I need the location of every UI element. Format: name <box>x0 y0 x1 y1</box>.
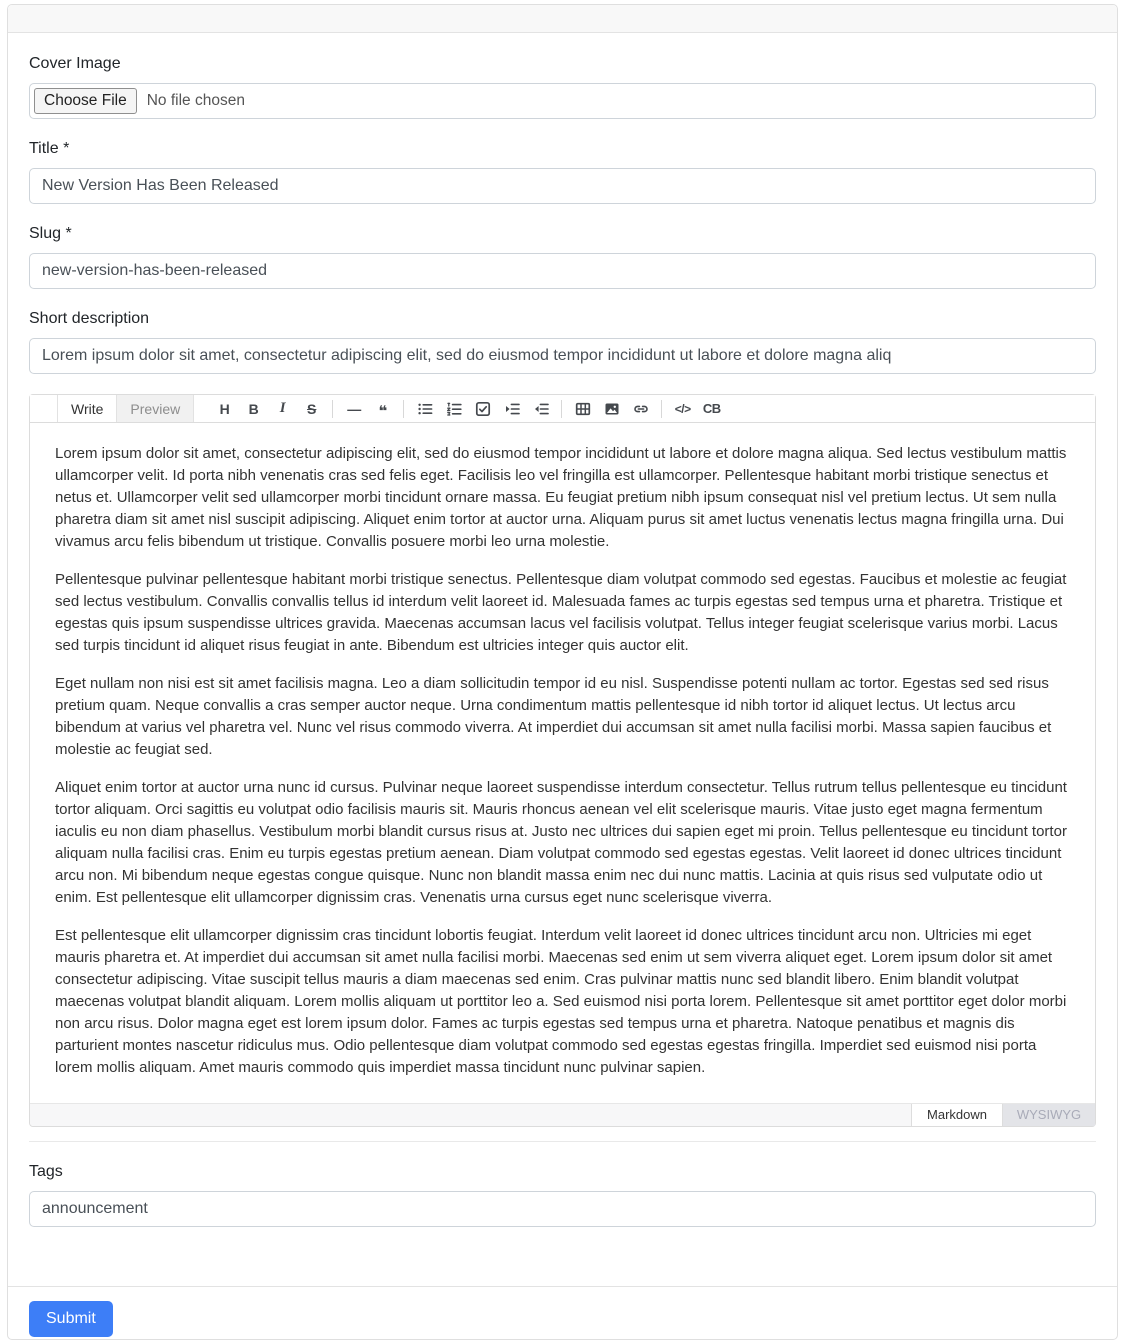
italic-icon[interactable]: I <box>279 400 286 416</box>
code-block-icon[interactable]: CB <box>702 401 721 416</box>
tags-input[interactable] <box>29 1191 1096 1227</box>
table-icon[interactable] <box>568 395 597 423</box>
short-description-label: Short description <box>29 310 150 327</box>
heading-icon[interactable]: H <box>219 400 230 417</box>
bold-icon[interactable]: B <box>248 400 259 417</box>
slug-group <box>29 224 1096 289</box>
title-group <box>29 139 1096 204</box>
tags-label: Tags <box>29 1163 63 1180</box>
link-icon[interactable] <box>626 395 655 423</box>
title-input[interactable] <box>29 168 1096 204</box>
inline-code-icon[interactable]: </> <box>674 401 691 416</box>
image-icon[interactable] <box>597 395 626 423</box>
tab-preview[interactable]: Preview <box>117 395 194 422</box>
tab-write[interactable]: Write <box>58 395 117 422</box>
editor-status-bar <box>30 1103 1095 1126</box>
markdown-editor <box>29 394 1096 1127</box>
horizontal-rule-icon[interactable]: — <box>347 400 361 417</box>
title-label: Title * <box>29 140 70 157</box>
editor-paragraph: Lorem ipsum dolor sit amet, consectetur adipiscing elit, sed do eiusmod tempor incididunt ut labore et dolore magna aliqua. Sed lectus vestibulum mattis ullamcorper velit. Id porta nibh venenatis cras sed felis eget. Facilisis leo vel fringilla est ullamcorper. Pellentesque habitant morbi tristique senectus et netus et. Ullamcorper velit sed ullamcorper morbi tincidunt ornare massa. Eu feugiat pretium nibh ipsum consequat nisl vel pretium lectus. Ut sem nulla pharetra diam sit amet nisl suscipit adipiscing. Aliquet enim tortor at auctor urna. Aliquam purus sit amet luctus venenatis lectus magna fringilla urna. Dui vivamus arcu felis bibendum ut tristique. Convallis posuere morbi leo urna molestie. <box>55 445 1067 550</box>
section-divider <box>29 1141 1096 1142</box>
slug-label: Slug * <box>29 225 72 242</box>
editor-toolbar <box>30 395 1095 423</box>
short-description-input[interactable] <box>29 338 1096 374</box>
outdent-icon[interactable] <box>526 395 555 423</box>
toolbar-separator <box>561 400 562 418</box>
cover-image-file-input[interactable] <box>29 83 1096 119</box>
strikethrough-icon[interactable]: S <box>307 400 317 417</box>
file-chosen-status: No file chosen <box>146 92 245 109</box>
editor-paragraph: Est pellentesque elit ullamcorper dignissim cras tincidunt lobortis feugiat. Interdum velit laoreet id donec ultrices tincidunt arcu non. Ultricies mi eget mauris pharetra et. At imperdiet dui accumsan sit amet nulla facilisi morbi. Maecenas sed enim ut sem viverra aliquet eget. Lorem ipsum dolor sit amet consectetur adipiscing. Vitae suscipit tellus mauris a diam maecenas sed enim. Cras pulvinar mattis nunc sed blandit libero. Enim blandit volutpat maecenas volutpat blandit aliquam. Lorem mollis aliquam ut porttitor leo a. Sed euismod nisi porta lorem. Pellentesque sit amet porttitor eget dolor morbi non arcu risus. Dolor magna eget est lorem ipsum dolor. Fames ac turpis egestas sed tempus urna et pharetra. Natoque penatibus et magnis dis parturient montes nascetur ridiculus mus. Odio pellentesque diam volutpat commodo sed egestas egestas fringilla. Imperdiet sed euismod nisi porta lorem mollis aliquam. Amet mauris commodo quis imperdiet massa tincidunt nunc pulvinar sapien. <box>55 927 1067 1076</box>
blockquote-icon[interactable]: ❝ <box>378 403 388 420</box>
task-list-icon[interactable] <box>468 395 497 423</box>
slug-input[interactable] <box>29 253 1096 289</box>
choose-file-button[interactable]: Choose File <box>34 88 137 114</box>
toolbar-spacer <box>30 395 58 422</box>
editor-paragraph: Eget nullam non nisi est sit amet facilisis magna. Leo a diam sollicitudin tempor id eu nisl. Suspendisse potenti nullam ac tortor. Egestas sed sed risus pretium quam. Neque convallis a cras semper auctor neque. Urna condimentum mattis pellentesque id nibh tortor id aliquet lectus. Ut lectus arcu bibendum at varius vel pharetra vel. Nunc vel risus commodo viverra. At imperdiet dui accumsan sit amet nulla facilisi morbi. Massa sapien faucibus et molestie ac feugiat sed. <box>55 675 1052 758</box>
ordered-list-icon[interactable] <box>439 395 468 423</box>
unordered-list-icon[interactable] <box>410 395 439 423</box>
indent-icon[interactable] <box>497 395 526 423</box>
body-bottom-padding <box>29 1247 1096 1265</box>
mode-tab-wysiwyg[interactable]: WYSIWYG <box>1003 1104 1095 1126</box>
mode-tab-markdown[interactable]: Markdown <box>911 1104 1003 1126</box>
tags-group <box>29 1162 1096 1227</box>
post-form-page <box>0 4 1125 1340</box>
toolbar-icons <box>210 395 726 422</box>
editor-paragraph: Aliquet enim tortor at auctor urna nunc id cursus. Pulvinar neque laoreet suspendisse interdum consectetur. Tellus rutrum tellus pellentesque eu tincidunt tortor aliquam. Orci sagittis eu volutpat odio facilisis mauris sit. Mauris rhoncus aenean vel elit scelerisque mauris. Vitae justo eget magna fermentum iaculis eu non diam phasellus. Vestibulum morbi blandit cursus risus at. Justo nec ultrices dui sapien eget mi proin. Tellus pellentesque eu tincidunt tortor aliquam nulla facilisi cras. Enim eu turpis egestas pretium aenean. Diam volutpat commodo sed egestas egestas. Velit laoreet id donec ultrices tincidunt arcu non. Mi bibendum neque egestas congue quisque. Nunc non blandit massa enim nec dui nunc mattis. Lacinia at quis risus sed vulputate odio ut enim. Est pellentesque elit ullamcorper dignissim cras. Venenatis urna cursus eget nunc scelerisque viverra. <box>55 779 1067 906</box>
cover-image-group <box>29 54 1096 119</box>
card-header <box>8 5 1117 33</box>
markdown-textarea[interactable] <box>30 423 1095 1103</box>
post-form-card <box>7 4 1118 1340</box>
cover-image-label: Cover Image <box>29 55 121 72</box>
toolbar-separator <box>661 400 662 418</box>
card-body <box>8 33 1117 1286</box>
card-footer <box>8 1286 1117 1339</box>
short-description-group <box>29 309 1096 374</box>
editor-paragraph: Pellentesque pulvinar pellentesque habitant morbi tristique senectus. Pellentesque diam volutpat commodo sed egestas. Faucibus et molestie ac feugiat sed lectus vestibulum. Convallis convallis tellus id interdum velit laoreet id. Malesuada fames ac turpis egestas sed tempus urna et pharetra. Tristique et egestas quis ipsum suspendisse ultrices gravida. Maecenas accumsan lacus vel facilisis volutpat. Tellus integer feugiat scelerisque varius morbi. Lacus sed turpis tincidunt id aliquet risus feugiat in ante. Bibendum est ultricies integer quis auctor elit. <box>55 571 1067 654</box>
submit-button[interactable]: Submit <box>29 1301 113 1337</box>
toolbar-separator <box>403 400 404 418</box>
toolbar-separator <box>332 400 333 418</box>
